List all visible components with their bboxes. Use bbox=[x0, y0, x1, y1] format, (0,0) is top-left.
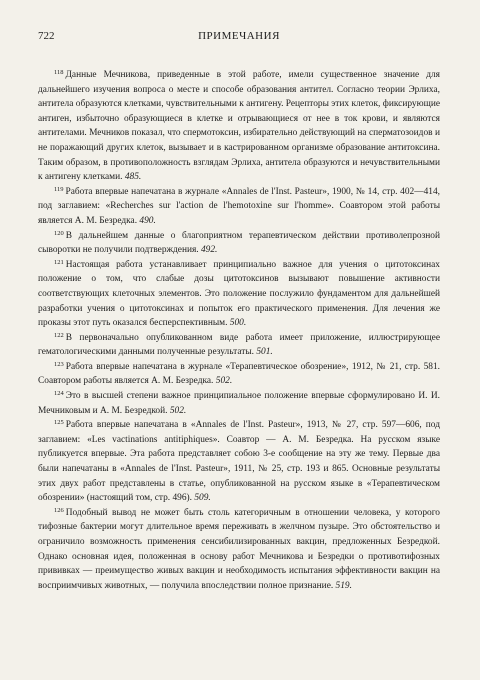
note-text: Подобный вывод не может быть столь категоричным в отношении человека, у которого тифозные бактерии могут длительное время переживать в желчном пузыре. Это обстоятельство и ограничило возможность применения сенсибилизированных вакцин, предложенных Безредкой. Однако основная идея, положенная в основу работ Мечникова и Безредки о противотифозных прививках — преимущество живых вакцин и необходимость испытания эффективности вакцин на восприимчивых животных, — получила впоследствии полное признание. bbox=[38, 507, 440, 591]
note-page-ref: 502. bbox=[215, 376, 233, 387]
note-page-ref: 490. bbox=[139, 215, 156, 226]
note-text: Работа впервые напечатана в «Annales de l'Inst. Pasteur», 1913, № 27, стр. 597—606, под заглавием: «Les vactinations antitiphiques». Соавтор — А. М. Безредка. На русском языке публикуется впервые. Эта работа представляет собою 3-е сообщение на эту же тему. Первые два были напечатаны в «Annales de l'Inst. Pasteur», 1911, № 25, стр. 193 и 865. Основные результаты этих двух работ представлены в статье, опубликованной на русском языке в «Терапевтическом обозрении» (настоящий том, стр. 496). bbox=[38, 420, 440, 504]
note-page-ref: 500. bbox=[229, 318, 247, 329]
note-text: Настоящая работа устанавливает принципиально важное для учения о цитотоксинах положение о том, что слабые дозы цитотоксинов вызывают повышение активности соответствующих клеточных элементов. Это положение послужило фундаментом для дальнейшей разработки учения о цитотоксинах и попыток его практического применения. Для лечения же проказы этот путь оказался бесперспективным. bbox=[38, 259, 440, 329]
note-number: 123 bbox=[54, 360, 64, 368]
note-text: В дальнейшем данные о благоприятном терапевтическом действии противолепрозной сыворотки не получили подтверждения. bbox=[38, 230, 440, 256]
page-header bbox=[38, 30, 440, 44]
note-number: 120 bbox=[54, 229, 64, 237]
note-page-ref: 519. bbox=[335, 580, 352, 591]
note-text: Работа впервые напечатана в журнале «Терапевтическое обозрение», 1912, № 21, стр. 581. Соавтором работы является А. М. Безредка. bbox=[38, 361, 440, 387]
note-123 bbox=[38, 360, 440, 389]
note-118 bbox=[38, 68, 440, 185]
note-number: 124 bbox=[54, 390, 64, 398]
note-number: 126 bbox=[54, 506, 64, 514]
note-page-ref: 509. bbox=[194, 493, 211, 504]
note-number: 122 bbox=[54, 331, 64, 339]
note-121 bbox=[38, 258, 440, 331]
note-number: 119 bbox=[54, 185, 64, 193]
note-number: 118 bbox=[54, 69, 64, 76]
note-text: Данные Мечникова, приведенные в этой работе, имели существенное значение для дальнейшего изучения вопроса о месте и способе образования антител. Согласно теории Эрлиха, антитела образуются клетками, чувствительными к антигену. Рецепторы этих клеток, фиксирующие антиген, избыточно образующиеся в клетке и отрывающиеся от нее в ток крови, и являются антителами. Мечников показал, что спермотоксин, избирательно действующий на сперматозоидов и не поражающий других клеток, вызывает и в кастрированном организме образование антитоксина. Таким образом, в противоположность взглядам Эрлиха, антитела образуются и нечувствительными к антигену клетками. bbox=[38, 70, 440, 183]
note-number: 125 bbox=[54, 419, 64, 427]
note-119 bbox=[38, 185, 440, 229]
notes-body bbox=[38, 68, 440, 593]
note-page-ref: 501. bbox=[256, 347, 273, 358]
note-125 bbox=[38, 418, 440, 506]
note-120 bbox=[38, 229, 440, 258]
note-text: Это в высшей степени важное принципиальное положение впервые сформулировано И. И. Мечниковым и А. М. Безредкой. bbox=[38, 391, 440, 416]
page-number: 722 bbox=[38, 30, 55, 42]
note-text: В первоначально опубликованном виде работа имеет приложение, иллюстрирующее гематологическими данными полученные результаты. bbox=[38, 332, 440, 358]
running-title: ПРИМЕЧАНИЯ bbox=[198, 30, 280, 42]
note-page-ref: 502. bbox=[169, 405, 187, 416]
note-126 bbox=[38, 506, 440, 594]
note-page-ref: 485. bbox=[124, 172, 142, 183]
note-page-ref: 492. bbox=[200, 245, 218, 256]
note-text: Работа впервые напечатана в журнале «Annales de l'Inst. Pasteur», 1900, № 14, стр. 402—414, под заглавием: «Recherches sur l'action de l'hemotoxine sur l'homme». Соавтором этой работы является А. М. Безредка. bbox=[38, 186, 440, 226]
note-number: 121 bbox=[54, 258, 64, 266]
note-124 bbox=[38, 389, 440, 418]
note-122 bbox=[38, 331, 440, 360]
